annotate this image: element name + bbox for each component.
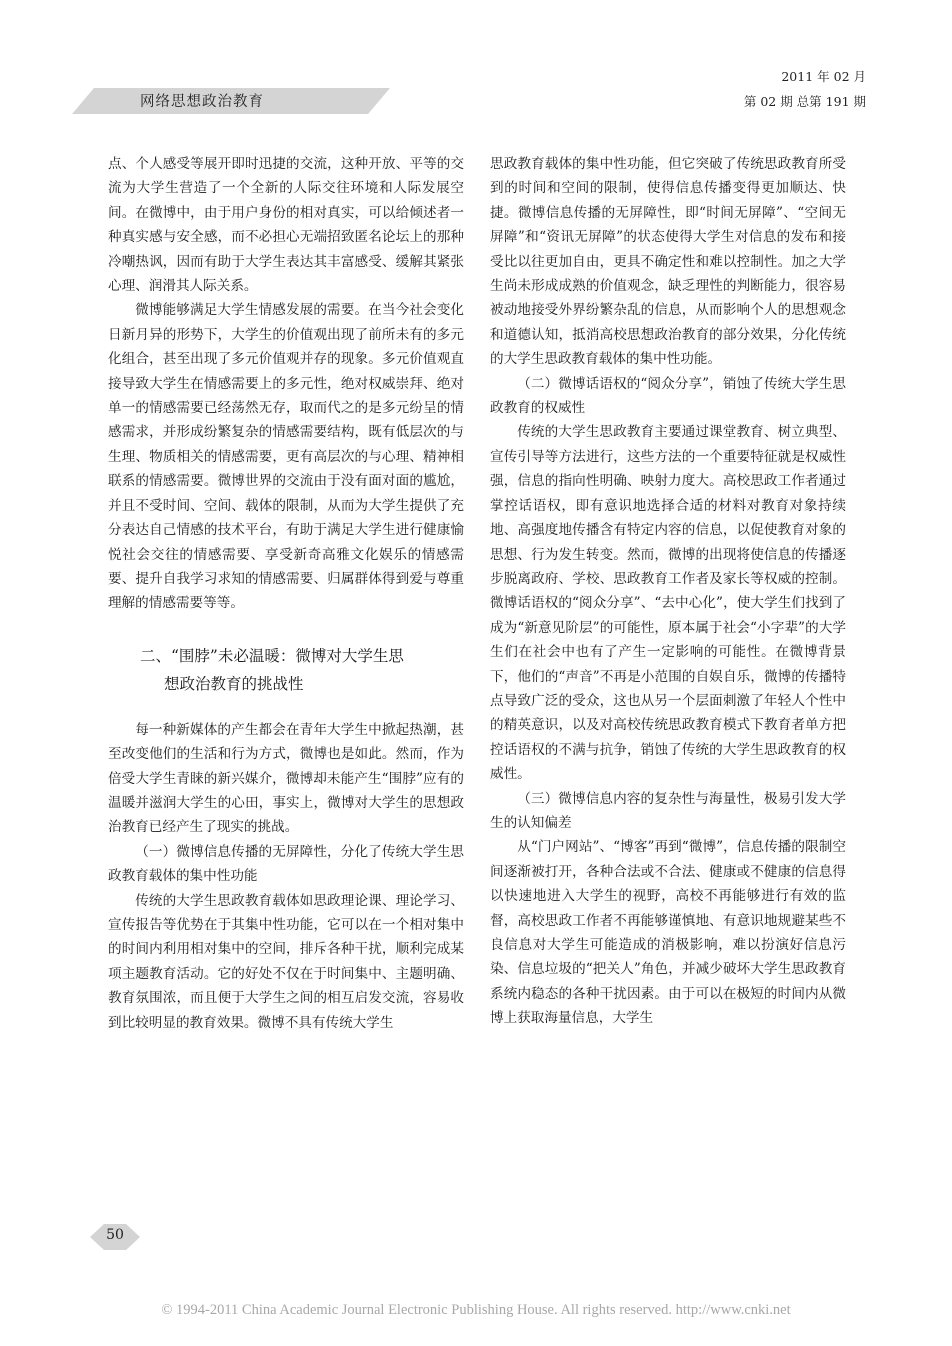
left-column [108, 152, 464, 1035]
paragraph: 点、个人感受等展开即时迅捷的交流，这种开放、平等的交流为大学生营造了一个全新的人际交往环境和人际发展空间。在微博中，由于用户身份的相对真实，可以给倾述者一种真实感与安全感，而不必担心无端招致匿名论坛上的那种冷嘲热讽，因而有助于大学生表达其丰富感受、缓解其紧张心理、润滑其人际关系。 [108, 156, 464, 295]
copyright-footer: © 1994-2011 China Academic Journal Electronic Publishing House. All rights reserved. http://www.cnki.net [161, 1302, 791, 1318]
section-heading-line1: 二、“围脖”未必温暖：微博对大学生思 [140, 646, 404, 665]
journal-title: 网络思想政治教育 [140, 94, 264, 110]
paragraph: 传统的大学生思政教育主要通过课堂教育、树立典型、宣传引导等方法进行，这些方法的一个重要特征就是权威性强，信息的指向性明确、映射力度大。高校思政工作者通过掌控话语权，即有意识地选择合适的材料对教育对象持续地、高强度地传播含有特定内容的信息，以促使教育对象的思想、行为发生转变。然而，微博的出现将使信息的传播逐步脱离政府、学校、思政教育工作者及家长等权威的控制。微博话语权的“阅众分享”、“去中心化”，使大学生们找到了成为“新意见阶层”的可能性，原本属于社会“小字辈”的大学生们在社会中也有了产生一定影响的可能性。在微博背景下，他们的“声音”不再是小范围的自娱自乐，微博的传播特点导致广泛的受众，这也从另一个层面刺激了年轻人个性中的精英意识，以及对高校传统思政教育模式下教育者单方把控话语权的不满与抗争，销蚀了传统的大学生思政教育的权威性。 [490, 424, 846, 783]
paragraph: 思政教育载体的集中性功能，但它突破了传统思政教育所受到的时间和空间的限制，使得信息传播变得更加顺达、快捷。微博信息传播的无屏障性，即“时间无屏障”、“空间无屏障”和“资讯无屏障”的状态使得大学生对信息的发布和接受比以往更加自由，更具不确定性和难以控制性。加之大学生尚未形成成熟的价值观念，缺乏理性的判断能力，很容易被动地接受外界纷繁杂乱的信息，从而影响个人的思想观念和道德认知，抵消高校思想政治教育的部分效果，分化传统的大学生思政教育载体的集中性功能。 [490, 156, 846, 368]
page-number-badge [90, 1224, 140, 1250]
issue-date: 2011 年 02 月 [781, 69, 866, 84]
paragraph: 从“门户网站”、“博客”再到“微博”，信息传播的限制空间逐渐被打开，各种合法或不合法、健康或不健康的信息得以快速地进入大学生的视野，高校不再能够进行有效的监督，高校思政工作者不再能够谨慎地、有意识地规避某些不良信息对大学生可能造成的消极影响，难以扮演好信息污染、信息垃圾的“把关人”角色，并减少破坏大学生思政教育系统内稳态的各种干扰因素。由于可以在极短的时间内从微博上获取海量信息，大学生 [490, 839, 846, 1027]
subheading: （三）微博信息内容的复杂性与海量性，极易引发大学生的认知偏差 [490, 790, 846, 831]
section-heading [108, 642, 464, 698]
page-number: 50 [106, 1227, 124, 1243]
subheading: （二）微博话语权的“阅众分享”，销蚀了传统大学生思政教育的权威性 [490, 375, 846, 417]
paragraph: 微博能够满足大学生情感发展的需要。在当今社会变化日新月异的形势下，大学生的价值观出现了前所未有的多元化组合，甚至出现了多元价值观并存的现象。多元价值观直接导致大学生在情感需要上的多元性，绝对权威崇拜、绝对单一的情感需要已经荡然无存，取而代之的是多元纷呈的情感需求，并形成纷繁复杂的情感需要结构，既有低层次的与生理、物质相关的情感需要，更有高层次的与心理、精神相联系的情感需要。微博世界的交流由于没有面对面的尴尬，并且不受时间、空间、载体的限制，从而为大学生提供了充分表达自己情感的技术平台，有助于满足大学生进行健康愉悦社会交往的情感需要、享受新奇高雅文化娱乐的情感需要、提升自我学习求知的情感需要、归属群体得到爱与尊重理解的情感需要等等。 [108, 302, 464, 612]
issue-number: 第 02 期 总第 191 期 [743, 94, 866, 109]
section-heading-line2: 想政治教育的挑战性 [164, 674, 304, 693]
right-column [490, 152, 846, 1031]
subheading: （一）微博信息传播的无屏障性，分化了传统大学生思政教育载体的集中性功能 [108, 843, 464, 885]
paragraph: 每一种新媒体的产生都会在青年大学生中掀起热潮，甚至改变他们的生活和行为方式，微博也是如此。然而，作为倍受大学生青睐的新兴媒介，微博却未能产生“围脖”应有的温暖并滋润大学生的心田，事实上，微博对大学生的思想政治教育已经产生了现实的挑战。 [108, 721, 464, 836]
paragraph: 传统的大学生思政教育载体如思政理论课、理论学习、宣传报告等优势在于其集中性功能，它可以在一个相对集中的时间内利用相对集中的空间，排斥各种干扰，顺利完成某项主题教育活动。它的好处不仅在于时间集中、主题明确、教育氛围浓，而且便于大学生之间的相互启发交流，容易收到比较明显的教育效果。微博不具有传统大学生 [108, 892, 464, 1031]
